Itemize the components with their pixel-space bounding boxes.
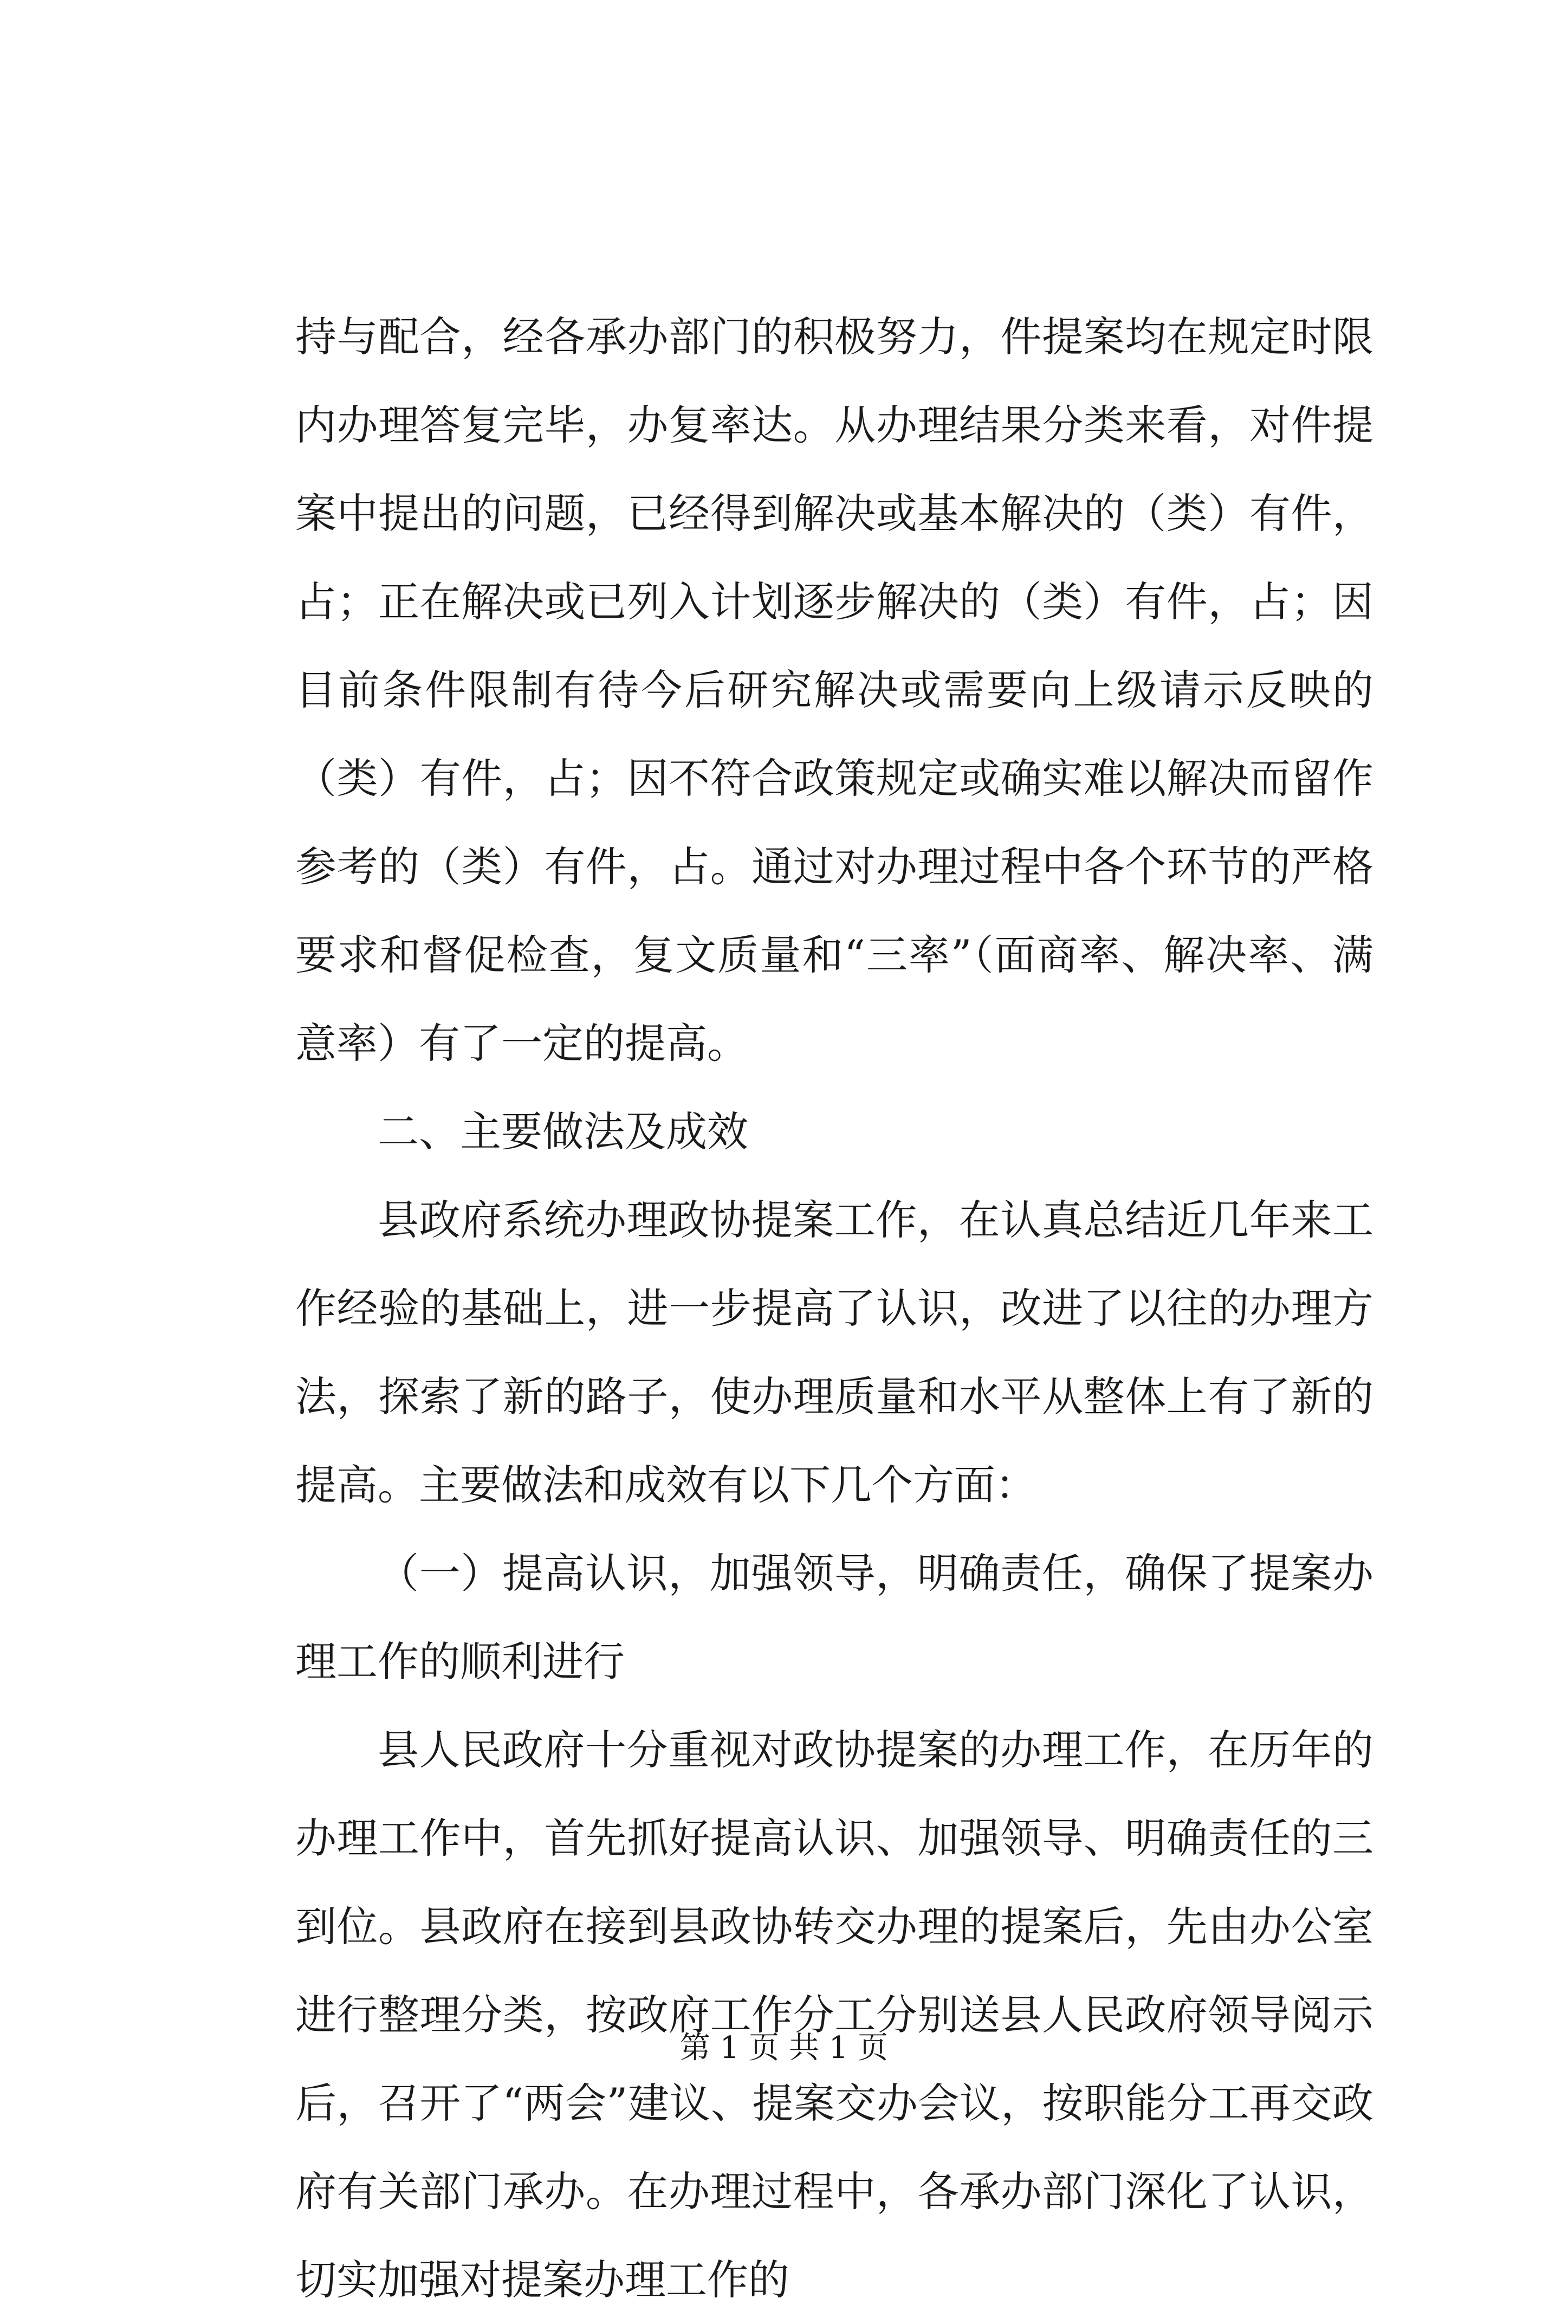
subsection-heading-1: （一）提高认识，加强领导，明确责任，确保了提案办理工作的顺利进行	[295, 1549, 1373, 1686]
paragraph-3: 县政府系统办理政协提案工作，在认真总结近几年来工作经验的基础上，进一步提高了认识，改进了以往的办理方法，探索了新的路子，使办理质量和水平从整体上有了新的提高。主要做法和成效有以下几个方面：	[295, 1196, 1373, 1509]
paragraph-1: 持与配合，经各承办部门的积极努力，件提案均在规定时限内办理答复完毕，办复率达。从办理结果分类来看，对件提案中提出的问题，已经得到解决或基本解决的（类）有件，占；正在解决或已列入计划逐步解决的（类）有件，占；因目前条件限制有待今后研究解决或需要向上级请示反映的（类）有件，占；因不符合政策规定或确实难以解决而留作参考的（类）有件，占。通过对办理过程中各个环节的严格要求和督促检查，复文质量和“三率”（面商率、解决率、满意率）有了一定的提高。	[295, 313, 1373, 1067]
page-footer: 第 1 页 共 1 页	[679, 2030, 889, 2066]
document-body	[295, 293, 1373, 2324]
paragraph-5: 县人民政府十分重视对政协提案的办理工作，在历年的办理工作中，首先抓好提高认识、加强领导、明确责任的三到位。县政府在接到县政协转交办理的提案后，先由办公室进行整理分类，按政府工作分工分别送县人民政府领导阅示后，召开了“两会”建议、提案交办会议，按职能分工再交政府有关部门承办。在办理过程中，各承办部门深化了认识，切实加强对提案办理工作的	[295, 1726, 1373, 2304]
section-heading-2: 二、主要做法及成效	[378, 1108, 748, 1156]
